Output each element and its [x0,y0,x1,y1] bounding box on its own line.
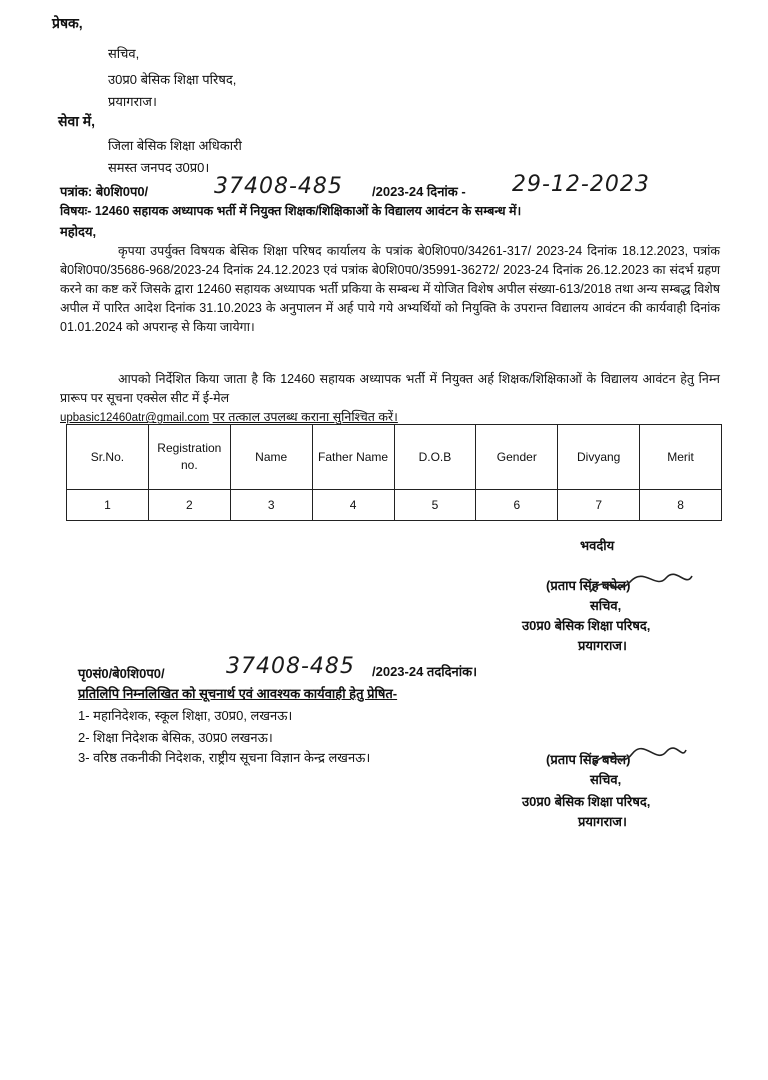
ref-suffix: /2023-24 दिनांक - [372,184,466,199]
table-header-cell: Registration no. [148,425,230,490]
from-line-3: प्रयागराज। [108,94,157,109]
ref-hand-date: 29-12-2023 [512,172,650,197]
signatory-title-2: सचिव, [590,772,622,787]
copy-item-1: 1- महानिदेशक, स्कूल शिक्षा, उ0प्र0, लखनऊ। [78,708,293,723]
table-cell: 4 [312,490,394,521]
from-label: प्रेषक, [52,15,83,31]
signatory-org-2: उ0प्र0 बेसिक शिक्षा परिषद, [522,794,651,809]
copy-hand-number: 37408-485 [226,654,355,679]
salutation: महोदय, [60,224,97,239]
copy-ref-prefix: पृ0सं0/बे0शि0प0/ [78,666,165,681]
signatory-place: प्रयागराज। [578,638,627,653]
signatory-place-2: प्रयागराज। [578,814,627,829]
table-header-cell: Merit [640,425,722,490]
info-format-table [66,424,722,521]
body-paragraph-1-text: कृपया उपर्युक्त विषयक बेसिक शिक्षा परिषद कार्यालय के पत्रांक बे0शि0प0/34261-317/ 2023-24 दिनांक 18.12.2023, पत्रांक बे0शि0प0/35686-968/2023-24 दिनांक 24.12.2023 एवं पत्रांक बे0शि0प0/35991-36272/ 2023-24 दिनांक 26.12.2023 का संदर्भ ग्रहण करने का कष्ट करें जिसके द्वारा 12460 सहायक अध्यापक भर्ती प्रकिया के सम्बन्ध में योजित विशेष अपील संख्या-613/2018 तथा अन्य सम्बद्ध विशेष अपील में पारित आदेश दिनांक 31.10.2023 के अनुपालन में अर्ह पाये गये अभ्यर्थियों को नियुक्ति के उपरान्त विद्यालय आवंटन की कार्यवाही दिनांक 01.01.2024 को अपरान्ह से किया जायेगा। [60,244,720,334]
body-paragraph-1 [60,242,720,337]
table-cell: 3 [230,490,312,521]
body-paragraph-2-end: पर तत्काल उपलब्ध कराना सुनिश्चित करें। [212,410,398,424]
table-header-cell: Sr.No. [67,425,149,490]
table-cell: 7 [558,490,640,521]
table-cell: 1 [67,490,149,521]
table-header-cell: Gender [476,425,558,490]
body-paragraph-2 [60,370,720,428]
table-header-cell: Name [230,425,312,490]
table-header-cell: D.O.B [394,425,476,490]
to-label: सेवा में, [58,113,96,129]
signatory-org: उ0प्र0 बेसिक शिक्षा परिषद, [522,618,651,633]
table-cell: 8 [640,490,722,521]
table-header-cell: Father Name [312,425,394,490]
email-address[interactable]: upbasic12460atr@gmail.com [60,412,210,424]
copy-ref-suffix: /2023-24 तददिनांक। [372,664,478,679]
signatory-name-2: (प्रताप सिंह बघेल) [546,752,631,767]
subject-line: विषयः- 12460 सहायक अध्यापक भर्ती में नियुक्त शिक्षक/शिक्षिकाओं के विद्यालय आवंटन के सम्बन्ध में। [60,204,522,218]
ref-hand-number: 37408-485 [214,174,343,199]
table-cell: 6 [476,490,558,521]
body-paragraph-2-text: आपको निर्देशित किया जाता है कि 12460 सहायक अध्यापक भर्ती में नियुक्त अर्ह शिक्षक/शिक्षिकाओं के विद्यालय आवंटन हेतु निम्न प्रारूप पर सूचना एक्सेल सीट में ई-मेल [60,372,720,405]
to-line-2: समस्त जनपद उ0प्र0। [108,160,210,175]
ref-prefix: पत्रांक: बे0शि0प0/ [60,184,149,199]
copy-item-2: 2- शिक्षा निदेशक बेसिक, उ0प्र0 लखनऊ। [78,730,273,745]
to-line-1: जिला बेसिक शिक्षा अधिकारी [108,138,242,153]
signatory-title: सचिव, [590,598,622,613]
table-header-cell: Divyang [558,425,640,490]
from-line-2: उ0प्र0 बेसिक शिक्षा परिषद, [108,72,237,87]
table-row [67,490,722,521]
signatory-name: (प्रताप सिंह बघेल) [546,578,631,593]
table-cell: 5 [394,490,476,521]
table-header-row [67,425,722,490]
copy-item-3: 3- वरिष्ठ तकनीकी निदेशक, राष्ट्रीय सूचना विज्ञान केन्द्र लखनऊ। [78,750,371,765]
from-line-1: सचिव, [108,46,140,61]
table-cell: 2 [148,490,230,521]
copy-intro: प्रतिलिपि निम्नलिखित को सूचनार्थ एवं आवश्यक कार्यवाही हेतु प्रेषित- [78,686,398,701]
closing: भवदीय [580,538,615,553]
